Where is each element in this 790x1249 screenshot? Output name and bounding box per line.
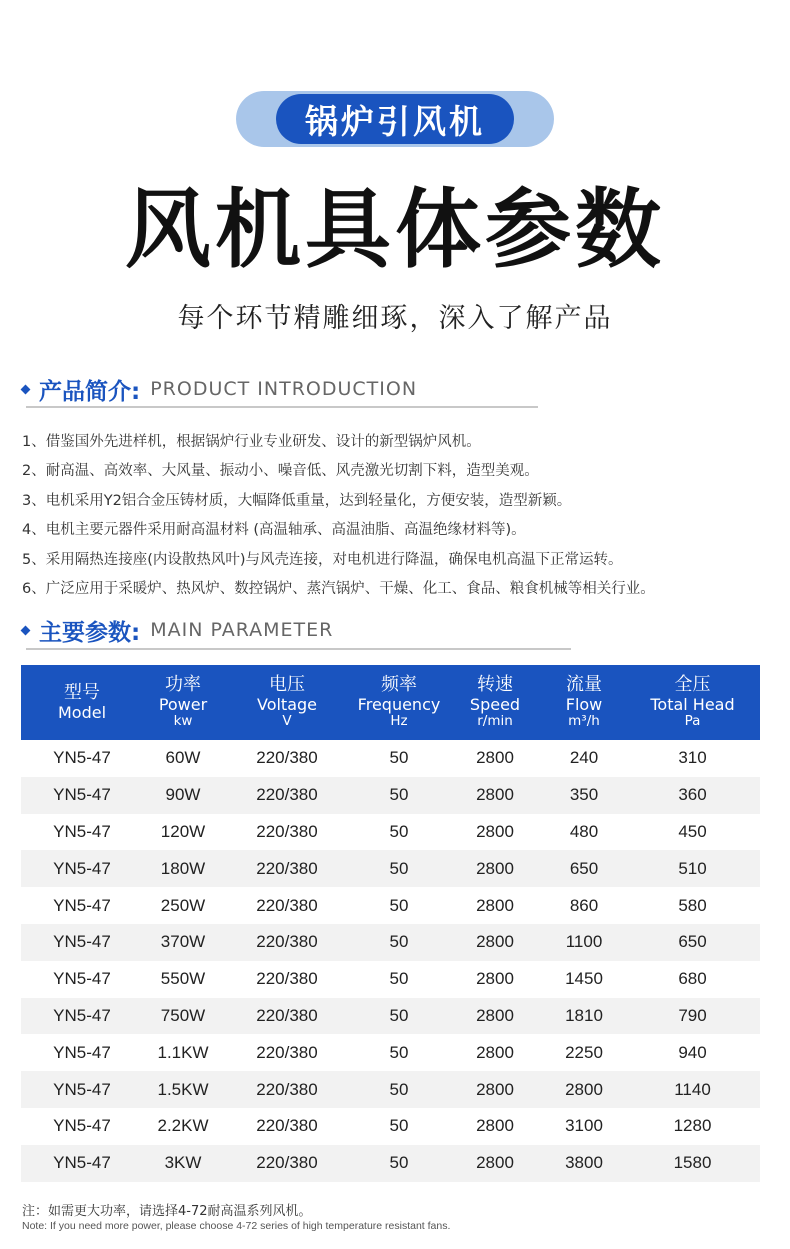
table-row — [21, 740, 760, 777]
cell-total-head: 1580 — [673, 1153, 712, 1173]
cell-voltage: 220/380 — [256, 969, 318, 989]
page-subtitle: 每个环节精雕细琢，深入了解产品 — [177, 303, 613, 334]
cell-model: YN5-47 — [53, 785, 111, 805]
table-row — [21, 814, 760, 851]
cell-model: YN5-47 — [53, 1042, 111, 1062]
cell-total-head: 450 — [678, 821, 707, 841]
cell-model: YN5-47 — [53, 932, 111, 952]
params-divider — [26, 648, 571, 650]
product-badge: 锅炉引风机 — [276, 94, 514, 144]
header-model: 型号 Model — [57, 681, 107, 722]
cell-flow: 2250 — [565, 1042, 603, 1062]
cell-total-head: 360 — [678, 785, 707, 805]
cell-flow: 650 — [569, 858, 599, 878]
intro-item: 5、采用隔热连接座(内设散热风叶)与风壳连接，对电机进行降温，确保电机高温下正常运转。 — [22, 551, 623, 568]
cell-model: YN5-47 — [53, 1153, 111, 1173]
header-power: 功率 Power kw — [158, 674, 208, 730]
cell-speed: 2800 — [476, 821, 514, 841]
table-row — [21, 1034, 760, 1071]
cell-speed: 2800 — [476, 1005, 514, 1025]
cell-frequency: 50 — [389, 1005, 409, 1025]
cell-flow: 2800 — [565, 1079, 603, 1099]
cell-flow: 350 — [569, 785, 599, 805]
intro-item: 6、广泛应用于采暖炉、热风炉、数控锅炉、蒸汽锅炉、干燥、化工、食品、粮食机械等相关行业。 — [22, 580, 655, 597]
cell-power: 180W — [160, 858, 206, 878]
cell-power: 750W — [160, 1005, 206, 1025]
intro-divider — [26, 406, 538, 408]
cell-model: YN5-47 — [53, 1005, 111, 1025]
header-frequency: 频率 Frequency Hz — [357, 674, 441, 730]
cell-speed: 2800 — [476, 1153, 514, 1173]
cell-flow: 1810 — [565, 1005, 603, 1025]
cell-frequency: 50 — [389, 932, 409, 952]
cell-voltage: 220/380 — [256, 932, 318, 952]
cell-total-head: 510 — [678, 858, 707, 878]
cell-frequency: 50 — [389, 1042, 409, 1062]
cell-flow: 3800 — [565, 1153, 603, 1173]
cell-voltage: 220/380 — [256, 1005, 318, 1025]
cell-power: 60W — [165, 748, 201, 768]
table-row — [21, 961, 760, 998]
table-row — [21, 1071, 760, 1108]
cell-total-head: 580 — [678, 895, 707, 915]
cell-frequency: 50 — [389, 858, 409, 878]
cell-flow: 1100 — [565, 932, 603, 952]
cell-voltage: 220/380 — [256, 1079, 318, 1099]
cell-voltage: 220/380 — [256, 821, 318, 841]
cell-total-head: 1280 — [673, 1116, 712, 1136]
cell-power: 1.1KW — [157, 1042, 209, 1062]
cell-voltage: 220/380 — [256, 1153, 318, 1173]
cell-model: YN5-47 — [53, 748, 111, 768]
cell-power: 370W — [160, 932, 206, 952]
cell-power: 90W — [165, 785, 201, 805]
cell-model: YN5-47 — [53, 969, 111, 989]
params-heading-cn: 主要参数: — [39, 619, 141, 646]
cell-speed: 2800 — [476, 748, 514, 768]
cell-voltage: 220/380 — [256, 748, 318, 768]
cell-total-head: 650 — [678, 932, 707, 952]
intro-heading-cn: 产品简介: — [39, 378, 141, 405]
cell-model: YN5-47 — [53, 858, 111, 878]
cell-power: 250W — [160, 895, 206, 915]
diamond-bullet-icon — [21, 625, 31, 635]
cell-total-head: 310 — [678, 748, 707, 768]
cell-speed: 2800 — [476, 895, 514, 915]
cell-speed: 2800 — [476, 1042, 514, 1062]
table-row — [21, 777, 760, 814]
cell-speed: 2800 — [476, 932, 514, 952]
table-header-row — [21, 665, 760, 740]
cell-speed: 2800 — [476, 1079, 514, 1099]
header-flow: 流量 Flow m³/h — [565, 674, 603, 730]
cell-speed: 2800 — [476, 969, 514, 989]
header-voltage: 电压 Voltage V — [256, 674, 317, 730]
cell-voltage: 220/380 — [256, 785, 318, 805]
header-speed: 转速 Speed r/min — [469, 674, 521, 730]
cell-model: YN5-47 — [53, 1079, 111, 1099]
table-row — [21, 850, 760, 887]
cell-power: 550W — [160, 969, 206, 989]
cell-total-head: 680 — [678, 969, 707, 989]
cell-flow: 240 — [569, 748, 599, 768]
params-heading — [22, 612, 333, 648]
table-row — [21, 1145, 760, 1182]
cell-speed: 2800 — [476, 858, 514, 878]
cell-power: 120W — [160, 821, 206, 841]
cell-voltage: 220/380 — [256, 1042, 318, 1062]
cell-voltage: 220/380 — [256, 858, 318, 878]
cell-model: YN5-47 — [53, 821, 111, 841]
cell-model: YN5-47 — [53, 1116, 111, 1136]
cell-frequency: 50 — [389, 1153, 409, 1173]
intro-item: 2、耐高温、高效率、大风量、振动小、噪音低、风壳激光切割下料，造型美观。 — [22, 463, 539, 480]
cell-total-head: 790 — [678, 1005, 707, 1025]
cell-voltage: 220/380 — [256, 1116, 318, 1136]
table-row — [21, 998, 760, 1035]
cell-flow: 480 — [569, 821, 599, 841]
cell-frequency: 50 — [389, 969, 409, 989]
cell-flow: 860 — [569, 895, 599, 915]
parameter-table — [21, 665, 760, 1182]
intro-item: 3、电机采用Y2铝合金压铸材质，大幅降低重量，达到轻量化，方便安装，造型新颖。 — [22, 492, 572, 509]
cell-model: YN5-47 — [53, 895, 111, 915]
cell-speed: 2800 — [476, 785, 514, 805]
intro-item: 1、借鉴国外先进样机，根据锅炉行业专业研发、设计的新型锅炉风机。 — [22, 434, 481, 450]
cell-flow: 3100 — [565, 1116, 603, 1136]
cell-voltage: 220/380 — [256, 895, 318, 915]
table-row — [21, 1108, 760, 1145]
cell-power: 1.5KW — [157, 1079, 209, 1099]
cell-frequency: 50 — [389, 1079, 409, 1099]
note-cn: 注：如需更大功率，请选择4-72耐高温系列风机。 — [22, 1204, 312, 1219]
cell-flow: 1450 — [565, 969, 603, 989]
diamond-bullet-icon — [21, 384, 31, 394]
cell-frequency: 50 — [389, 1116, 409, 1136]
intro-list — [22, 428, 782, 604]
cell-total-head: 1140 — [674, 1079, 711, 1099]
intro-heading — [22, 371, 417, 407]
cell-total-head: 940 — [678, 1042, 707, 1062]
intro-heading-en: PRODUCT INTRODUCTION — [150, 378, 418, 400]
page-title: 风机具体参数 — [125, 180, 665, 280]
table-row — [21, 887, 760, 924]
note-en: Note: If you need more power, please choose 4-72 series of high temperature resistant fans. — [22, 1220, 451, 1232]
cell-frequency: 50 — [389, 748, 409, 768]
header-total-head: 全压 Total Head Pa — [650, 674, 735, 730]
cell-speed: 2800 — [476, 1116, 514, 1136]
intro-item: 4、电机主要元器件采用耐高温材料 (高温轴承、高温油脂、高温绝缘材料等)。 — [22, 522, 526, 539]
cell-frequency: 50 — [389, 785, 409, 805]
cell-power: 2.2KW — [157, 1116, 209, 1136]
params-heading-en: MAIN PARAMETER — [150, 619, 334, 641]
cell-power: 3KW — [164, 1153, 202, 1173]
table-row — [21, 924, 760, 961]
cell-frequency: 50 — [389, 895, 409, 915]
cell-frequency: 50 — [389, 821, 409, 841]
